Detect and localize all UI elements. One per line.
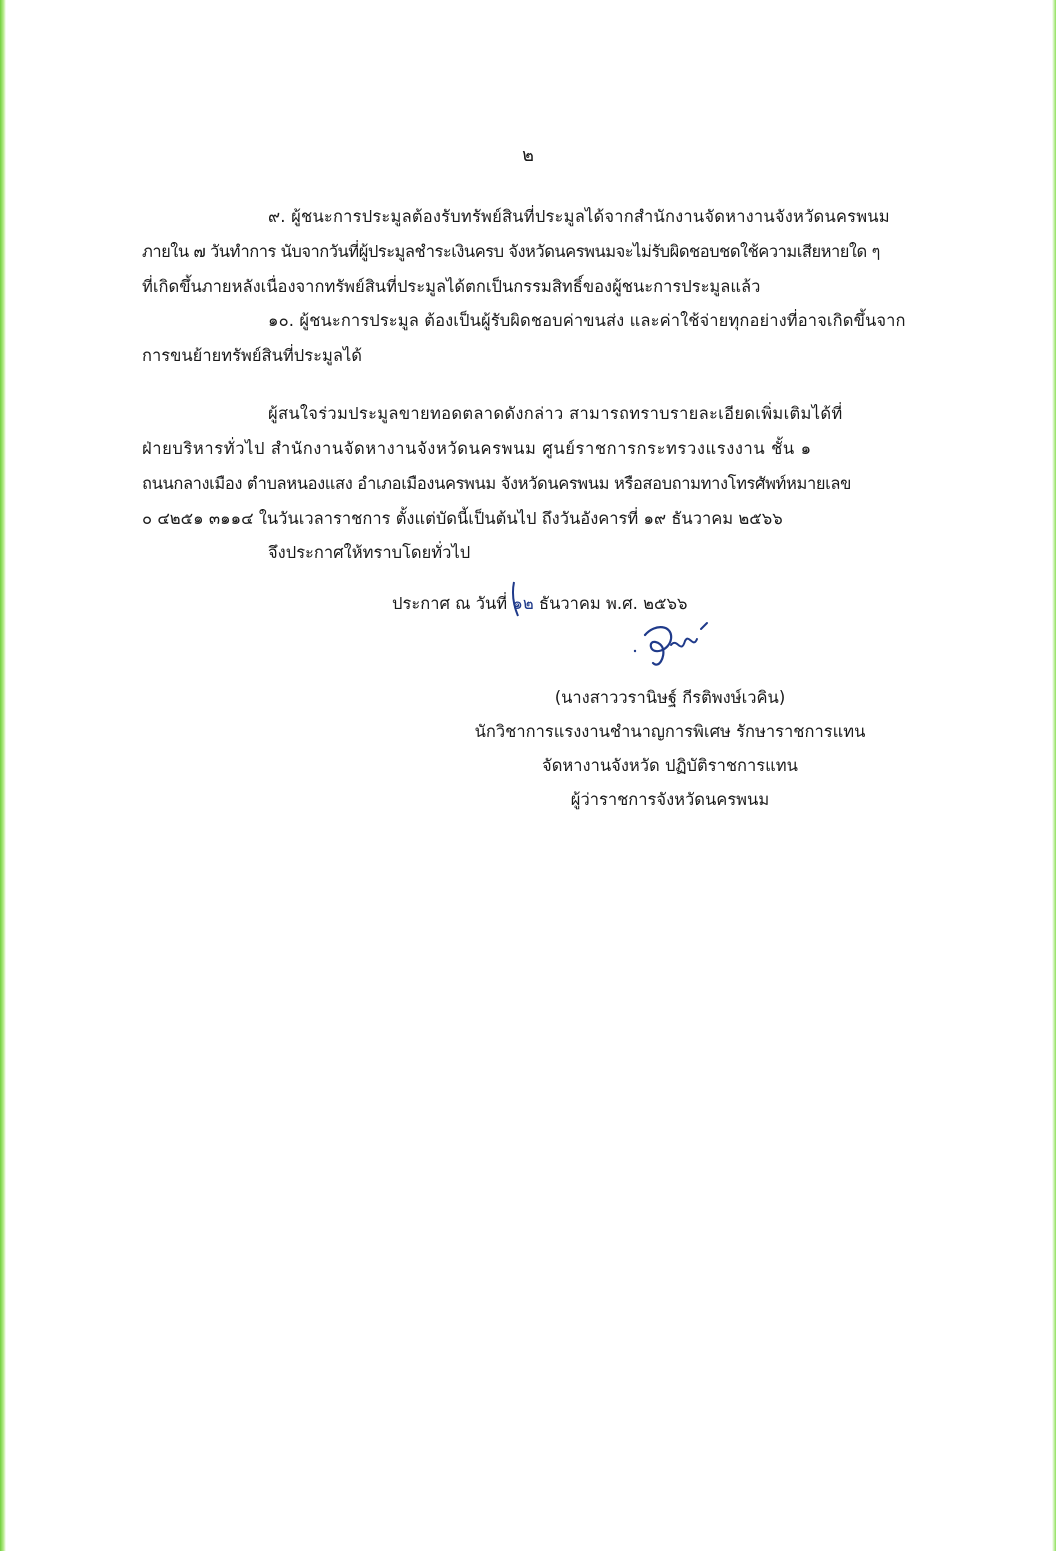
signatory-position-3: ผู้ว่าราชการจังหวัดนครพนม xyxy=(570,790,770,809)
item9-line3: ที่เกิดขึ้นภายหลังเนื่องจากทรัพย์สินที่ประมูลได้ตกเป็นกรรมสิทธิ์ของผู้ชนะการประมูลแล้ว xyxy=(142,277,761,296)
announcement-line: จึงประกาศให้ทราบโดยทั่วไป xyxy=(268,543,471,562)
date-day-value: ๑๒ xyxy=(512,594,534,613)
item9-line1: ๙. ผู้ชนะการประมูลต้องรับทรัพย์สินที่ประมูลได้จากสำนักงานจัดหางานจังหวัดนครพนม xyxy=(268,207,890,226)
item9-line2: ภายใน ๗ วันทำการ นับจากวันที่ผู้ประมูลชำระเงินครบ จังหวัดนครพนมจะไม่รับผิดชอบชดใช้ความเสียหายใด ๆ xyxy=(142,242,880,261)
contact-line1: ผู้สนใจร่วมประมูลขายทอดตลาดดังกล่าว สามารถทราบรายละเอียดเพิ่มเติมได้ที่ xyxy=(268,404,843,423)
date-prefix: ประกาศ ณ วันที่ xyxy=(392,594,508,613)
date-line xyxy=(392,594,687,614)
contact-line4: ๐ ๔๒๕๑ ๓๑๑๔ ในวันเวลาราชการ ตั้งแต่บัดนี้เป็นต้นไป ถึงวันอังคารที่ ๑๙ ธันวาคม ๒๕๖๖ xyxy=(142,509,783,528)
signatory-name: (นางสาววรานิษฐ์ กีรติพงษ์เวคิน) xyxy=(554,688,786,707)
date-day xyxy=(512,594,533,614)
item10-line2: การขนย้ายทรัพย์สินที่ประมูลได้ xyxy=(142,346,362,365)
scan-edge-right xyxy=(1052,0,1056,1551)
signatory-position-2: จัดหางานจังหวัด ปฏิบัติราชการแทน xyxy=(542,756,798,775)
date-suffix: ธันวาคม พ.ศ. ๒๕๖๖ xyxy=(539,594,688,613)
page-number: ๒ xyxy=(522,145,534,166)
contact-line3: ถนนกลางเมือง ตำบลหนองแสง อำเภอเมืองนครพนม จังหวัดนครพนม หรือสอบถามทางโทรศัพท์หมายเลข xyxy=(142,474,851,493)
signatory-position-1: นักวิชาการแรงงานชำนาญการพิเศษ รักษาราชการแทน xyxy=(474,722,866,741)
scan-edge-left xyxy=(0,0,6,1551)
contact-line2: ฝ่ายบริหารทั่วไป สำนักงานจัดหางานจังหวัดนครพนม ศูนย์ราชการกระทรวงแรงงาน ชั้น ๑ xyxy=(142,439,812,458)
signature-icon xyxy=(615,615,725,685)
item10-line1: ๑๐. ผู้ชนะการประมูล ต้องเป็นผู้รับผิดชอบค่าขนส่ง และค่าใช้จ่ายทุกอย่างที่อาจเกิดขึ้นจาก xyxy=(268,311,906,330)
